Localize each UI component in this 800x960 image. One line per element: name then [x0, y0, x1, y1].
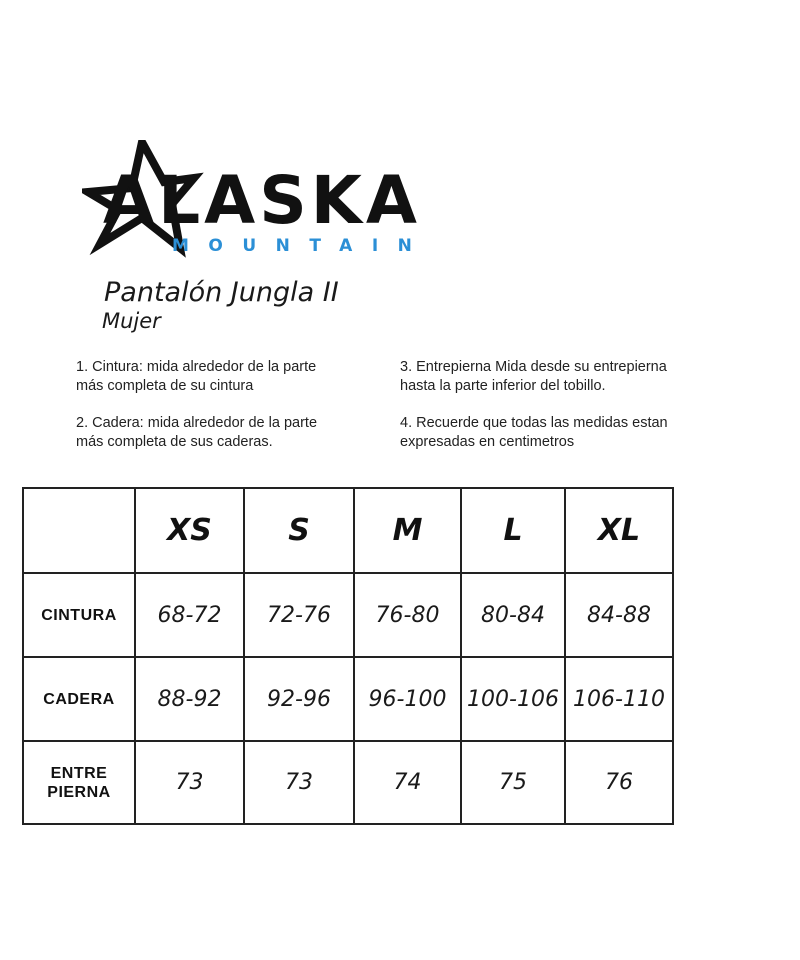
size-header-xl: XL — [565, 488, 673, 573]
brand-name: ALASKA — [103, 162, 421, 239]
table-cell: 100-106 — [461, 657, 565, 741]
table-cell: 84-88 — [565, 573, 673, 657]
size-header-l: L — [461, 488, 565, 573]
note-line: más completa de sus caderas. — [76, 434, 273, 450]
note-line: expresadas en centimetros — [400, 434, 575, 450]
size-header-xs: XS — [135, 488, 244, 573]
table-cell: 73 — [244, 741, 354, 824]
size-header-s: S — [244, 488, 354, 573]
row-label-line: CINTURA — [41, 606, 117, 624]
note-line: más completa de su cintura — [76, 378, 254, 394]
table-cell: 106-110 — [565, 657, 673, 741]
table-cell: 72-76 — [244, 573, 354, 657]
row-label-line: PIERNA — [47, 783, 111, 801]
table-cell: 73 — [135, 741, 244, 824]
table-row-cintura — [23, 573, 673, 657]
table-cell: 96-100 — [354, 657, 461, 741]
table-row-cadera — [23, 657, 673, 741]
product-subtitle: Mujer — [102, 309, 161, 333]
note-line: 2. Cadera: mida alrededor de la parte — [76, 415, 318, 431]
row-label-cintura — [23, 573, 135, 657]
note-line: 3. Entrepierna Mida desde su entrepierna — [400, 359, 667, 375]
row-label-line: CADERA — [43, 690, 115, 708]
table-corner-cell — [23, 488, 135, 573]
table-cell: 74 — [354, 741, 461, 824]
note-cadera — [76, 414, 317, 452]
size-header-m: M — [354, 488, 461, 573]
row-label-entrepierna — [23, 741, 135, 824]
product-title: Pantalón Jungla II — [104, 277, 339, 308]
table-cell: 88-92 — [135, 657, 244, 741]
table-row-entrepierna — [23, 741, 673, 824]
size-chart-table — [22, 487, 674, 825]
brand-tagline: MOUNTAIN — [172, 236, 432, 256]
table-cell: 92-96 — [244, 657, 354, 741]
row-label-cadera — [23, 657, 135, 741]
note-line: hasta la parte inferior del tobillo. — [400, 378, 606, 394]
table-cell: 76 — [565, 741, 673, 824]
row-label-line: ENTRE — [50, 764, 108, 782]
table-cell: 80-84 — [461, 573, 565, 657]
note-entrepierna — [400, 358, 667, 396]
table-cell: 75 — [461, 741, 565, 824]
table-header-row — [23, 488, 673, 573]
note-line: 4. Recuerde que todas las medidas estan — [400, 415, 668, 431]
table-cell: 68-72 — [135, 573, 244, 657]
note-cintura — [76, 358, 316, 396]
note-units — [400, 414, 668, 452]
note-line: 1. Cintura: mida alrededor de la parte — [76, 359, 317, 375]
table-cell: 76-80 — [354, 573, 461, 657]
